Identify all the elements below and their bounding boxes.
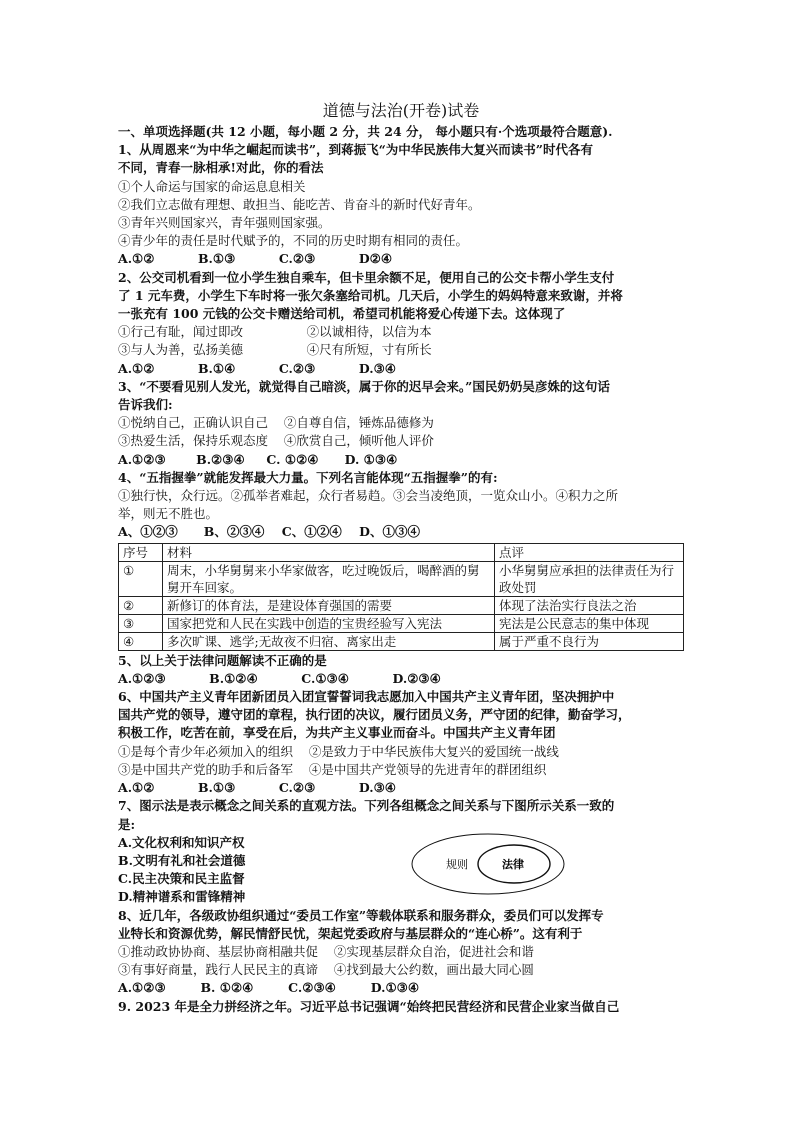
q7-stem-1: 7、图示法是表示概念之间关系的直观方法。下列各组概念之间关系与下图所示关系一致的 bbox=[118, 798, 615, 814]
q7-option: A.文化权利和知识产权 bbox=[118, 834, 245, 850]
q1-option: ②我们立志做有理想、敢担当、能吃苦、肯奋斗的新时代好青年。 bbox=[118, 196, 481, 212]
q1-stem-1: 1、从周恩来“为中华之崛起而读书”，到蒋振飞“为中华民族伟大复兴而读书”时代各有 bbox=[118, 142, 593, 158]
q3-stem-1: 3、“不要看见别人发光，就觉得自己暗淡，属于你的迟早会来。”国民奶奶吴彦姝的这句话 bbox=[118, 378, 610, 394]
q1-option: ③青年兴则国家兴，青年强则国家强。 bbox=[118, 215, 331, 231]
q2-stem-1: 2、公交司机看到一位小学生独自乘车，但卡里余额不足，便用自己的公交卡帮小学生支付 bbox=[118, 269, 615, 285]
table-cell: ② bbox=[119, 596, 163, 614]
q5-stem: 5、以上关于法律问题解读不正确的是 bbox=[118, 652, 327, 668]
table-cell: 体现了法治实行良法之治 bbox=[495, 596, 684, 614]
table-cell: ① bbox=[119, 561, 163, 596]
q6-option: ①是每个青少年必须加入的组织 ②是致力于中华民族伟大复兴的爱国统一战线 bbox=[118, 743, 559, 759]
q6-stem-3: 积极工作，吃苦在前，享受在后，为共产主义事业而奋斗。中国共产主义青年团 bbox=[118, 725, 556, 741]
q3-stem-2: 告诉我们: bbox=[118, 397, 173, 413]
q2-stem-2: 了 1 元车费，小学生下车时将一张欠条塞给司机。几天后，小学生的妈妈特意来致谢，并将 bbox=[118, 287, 623, 303]
q3-option: ③热爱生活，保持乐观态度 ④欣赏自己，倾听他人评价 bbox=[118, 433, 434, 449]
table-cell: 属于严重不良行为 bbox=[495, 632, 684, 650]
venn-diagram bbox=[410, 831, 570, 897]
table-cell: 新修订的体育法，是建设体育强国的需要 bbox=[163, 596, 495, 614]
table-cell: 宪法是公民意志的集中体现 bbox=[495, 614, 684, 632]
q2-stem-3: 一张充有 100 元钱的公交卡赠送给司机，希望司机能将爱心传递下去。这体现了 bbox=[118, 306, 566, 322]
q2-answers: A.①② B.①④ C.②③ D.③④ bbox=[118, 360, 396, 376]
q8-stem-1: 8、近几年，各级政协组织通过“委员工作室”等载体联系和服务群众，委员们可以发挥专 bbox=[118, 907, 604, 923]
q7-option: C.民主决策和民主监督 bbox=[118, 871, 245, 887]
q5-answers: A.①②③ B.①②④ C.①③④ D.②③④ bbox=[118, 670, 441, 686]
page-title: 道德与法治(开卷)试卷 bbox=[322, 101, 480, 120]
q7-option: D.精神谱系和雷锋精神 bbox=[118, 889, 246, 905]
table-header: 材料 bbox=[163, 543, 495, 561]
q8-option: ①推动政协协商、基层协商相融共促 ②实现基层群众自治，促进社会和谐 bbox=[118, 943, 534, 959]
exam-document bbox=[118, 98, 684, 1016]
q1-option: ①个人命运与国家的命运息息相关 bbox=[118, 178, 306, 194]
section-heading: 一、单项选择题(共 12 小题，每小题 2 分，共 24 分， 每小题只有·个选项最符合题意). bbox=[118, 124, 613, 139]
outer-ellipse bbox=[412, 834, 564, 894]
q6-stem-1: 6、中国共产主义青年团新团员入团宣誓誓词我志愿加入中国共产主义青年团，坚决拥护中 bbox=[118, 689, 615, 705]
table-cell: 周末，小华舅舅来小华家做客，吃过晚饭后，喝醉酒的舅舅开车回家。 bbox=[163, 561, 495, 596]
q3-option: ①悦纳自己，正确认识自己 ②自尊自信，锤炼品德修为 bbox=[118, 415, 434, 431]
q4-stem-1: 4、“五指握拳”就能发挥最大力量。下列名言能体现“五指握拳”的有: bbox=[118, 469, 498, 485]
q7-option: B.文明有礼和社会道德 bbox=[118, 852, 246, 868]
q8-answers: A.①②③ B. ①②④ C.②③④ D.①③④ bbox=[118, 980, 420, 996]
q2-option: ③与人为善，弘扬美德 ④尺有所短，寸有所长 bbox=[118, 342, 432, 358]
q1-stem-2: 不同，青春一脉相承!对此，你的看法 bbox=[118, 160, 324, 176]
q1-answers: A.①② B.①③ C.②③ D②④ bbox=[118, 251, 393, 267]
q7-stem-2: 是: bbox=[118, 816, 136, 832]
law-table bbox=[118, 543, 684, 651]
outer-label: 规则 bbox=[446, 858, 468, 871]
q3-answers: A.①②③ B.②③④ C. ①②④ D. ①③④ bbox=[118, 451, 398, 467]
inner-label: 法律 bbox=[502, 858, 524, 871]
q6-answers: A.①② B.①③ C.②③ D.③④ bbox=[118, 780, 396, 796]
q8-option: ③有事好商量，践行人民民主的真谛 ④找到最大公约数，画出最大同心圆 bbox=[118, 962, 534, 978]
table-cell: 小华舅舅应承担的法律责任为行政处罚 bbox=[495, 561, 684, 596]
q4-answers: A、①②③ B、②③④ C、①②④ D、①③④ bbox=[118, 524, 420, 540]
q4-stem-3: 举，则无不胜也。 bbox=[118, 506, 219, 522]
q9-stem: 9. 2023 年是全力拼经济之年。习近平总书记强调“始终把民营经济和民营企业家当做自己 bbox=[118, 998, 620, 1014]
q8-stem-2: 业特长和资源优势，解民情舒民忧，架起党委政府与基层群众的“连心桥”。这有利于 bbox=[118, 925, 583, 941]
table-cell: 多次旷课、逃学;无故夜不归宿、离家出走 bbox=[163, 632, 495, 650]
q2-option: ①行己有耻，闻过即改 ②以诚相待，以信为本 bbox=[118, 324, 432, 340]
table-cell: ④ bbox=[119, 632, 163, 650]
q1-option: ④青少年的责任是时代赋予的，不同的历史时期有相同的责任。 bbox=[118, 233, 469, 249]
table-header: 序号 bbox=[119, 543, 163, 561]
q4-stem-2: ①独行快，众行远。②孤举者难起，众行者易趋。③会当凌绝顶，一览众山小。④积力之所 bbox=[118, 488, 619, 504]
q6-option: ③是中国共产党的助手和后备军 ④是中国共产党领导的先进青年的群团组织 bbox=[118, 761, 547, 777]
table-cell: ③ bbox=[119, 614, 163, 632]
table-cell: 国家把党和人民在实践中创造的宝贵经验写入宪法 bbox=[163, 614, 495, 632]
q6-stem-2: 国共产党的领导，遵守团的章程，执行团的决议，履行团员义务，严守团的纪律，勤奋学习， bbox=[118, 707, 631, 723]
table-header: 点评 bbox=[495, 543, 684, 561]
